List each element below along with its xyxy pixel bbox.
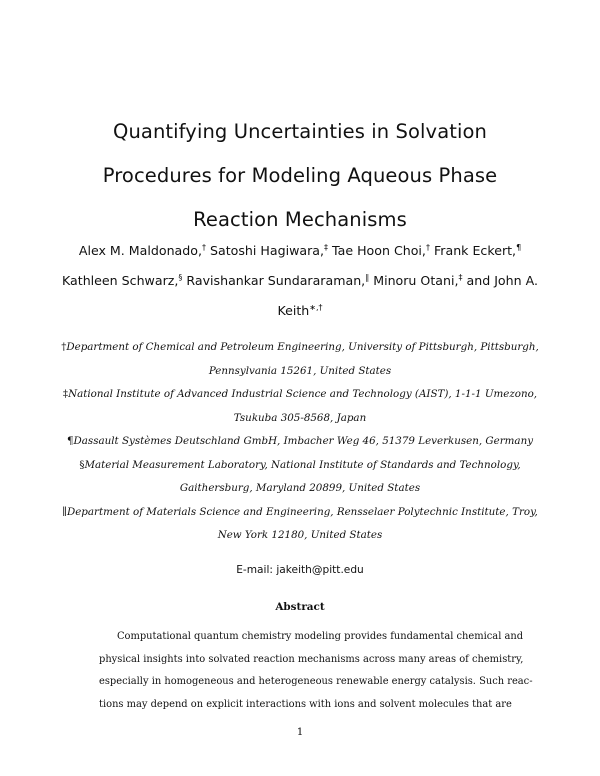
author-line-1 <box>40 236 560 266</box>
affiliation-mark: ¶ <box>66 435 74 447</box>
affiliation-mark: ∥ <box>62 505 67 518</box>
abstract-heading: Abstract <box>275 601 325 613</box>
affiliation-mark: § <box>79 458 85 471</box>
affiliation-line <box>40 407 560 431</box>
author-name: and John A. <box>466 273 538 288</box>
affiliation-text: New York 12180, United States <box>217 529 383 541</box>
paper-title <box>60 110 540 242</box>
abstract-line: especially in homogeneous and heterogeneous renewable energy catalysis. Such reac- <box>99 676 533 687</box>
author-list <box>40 236 560 326</box>
abstract-line: tions may depend on explicit interactions with ions and solvent molecules that are <box>99 698 512 710</box>
affiliation-list <box>40 336 560 548</box>
author-name: Keith <box>277 303 310 318</box>
title-line-2: Procedures for Modeling Aqueous Phase <box>102 164 498 187</box>
affiliation-text: Department of Chemical and Petroleum Engineering, University of Pittsburgh, Pittsburgh, <box>66 341 539 353</box>
corresponding-email: E-mail: jakeith@pitt.edu <box>236 564 364 576</box>
page-number: 1 <box>296 726 304 738</box>
affiliation-mark: ‡ <box>62 388 69 400</box>
author-name: Ravishankar Sundararaman, <box>186 273 366 288</box>
author-affil-mark: ‡ <box>458 273 463 282</box>
author-name: Alex M. Maldonado, <box>78 243 202 258</box>
abstract-line: physical insights into solvated reaction mechanisms across many areas of chemistry, <box>99 653 524 665</box>
author-affil-mark: ∥ <box>365 273 370 282</box>
author-affil-mark: ‡ <box>324 243 328 252</box>
affiliation-line <box>40 501 560 525</box>
affiliation-line <box>40 454 560 478</box>
author-line-3 <box>40 296 560 326</box>
affiliation-text: Dassault Systèmes Deutschland GmbH, Imbacher Weg 46, 51379 Leverkusen, Germany <box>73 435 534 447</box>
title-line-1: Quantifying Uncertainties in Solvation <box>113 120 487 143</box>
author-affil-mark: ¶ <box>516 243 522 252</box>
affiliation-text: Gaithersburg, Maryland 20899, United States <box>179 482 421 494</box>
author-affil-mark: ∗,† <box>309 303 323 312</box>
affiliation-text: National Institute of Advanced Industrial Science and Technology (AIST), 1-1-1 Umezono, <box>68 388 538 400</box>
author-affil-mark: † <box>425 243 430 252</box>
affiliation-text: Department of Materials Science and Engineering, Rensselaer Polytechnic Institute, Troy, <box>66 505 538 518</box>
affiliation-text: Pennsylvania 15261, United States <box>208 364 392 377</box>
author-affil-mark: § <box>178 273 183 282</box>
author-affil-mark: † <box>201 243 206 252</box>
affiliation-line <box>40 477 560 501</box>
author-name: Tae Hoon Choi, <box>332 243 426 258</box>
affiliation-text: Material Measurement Laboratory, National Institute of Standards and Technology, <box>84 458 521 471</box>
author-name: Satoshi Hagiwara, <box>210 243 324 258</box>
affiliation-line <box>40 430 560 454</box>
affiliation-line <box>40 383 560 407</box>
title-line-3: Reaction Mechanisms <box>193 208 407 231</box>
affiliation-mark: † <box>61 341 67 353</box>
abstract-body <box>99 626 533 716</box>
affiliation-line <box>40 524 560 548</box>
affiliation-line <box>40 336 560 360</box>
author-name: Frank Eckert, <box>433 243 517 258</box>
author-name: Minoru Otani, <box>373 273 459 288</box>
affiliation-line <box>40 360 560 384</box>
author-line-2 <box>40 266 560 296</box>
abstract-line: Computational quantum chemistry modeling provides fundamental chemical and <box>117 631 524 642</box>
author-name: Kathleen Schwarz, <box>62 273 179 288</box>
affiliation-text: Tsukuba 305-8568, Japan <box>233 411 367 424</box>
